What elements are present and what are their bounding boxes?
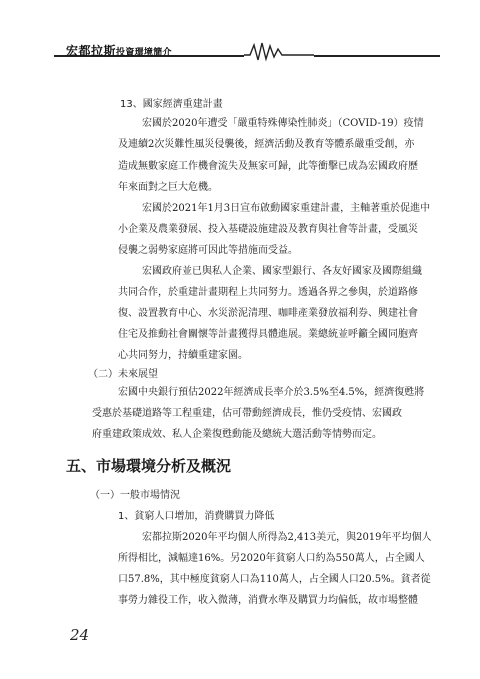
p2-line-1: 宏國於2021年1月3日宣布啟動國家重建計畫，主軸著重於促進中 [142, 203, 431, 214]
general-market-heading: （一）一般市場情況 [90, 490, 180, 501]
p1-line-4: 年來面對之巨大危機。 [118, 182, 218, 193]
p4-line-1: 宏國中央銀行預估2022年經濟成長率介於3.5%至4.5%，經濟復甦將 [118, 387, 425, 398]
p1-line-2: 及連續2次災難性風災侵襲後，經濟活動及教育等體系嚴重受創，亦 [118, 139, 415, 150]
item13-heading: 13、國家經濟重建計畫 [120, 99, 223, 110]
p2-line-2: 小企業及農業發展、投入基礎設施建設及教育與社會等計畫，受風災 [118, 224, 418, 235]
subsection-1-heading: 1、貧窮人口增加，消費購買力降低 [118, 511, 275, 522]
p5-line-4: 事勞力雜役工作，收入微薄，消費水準及購買力均偏低，故市場整體 [118, 595, 418, 606]
p3-line-2: 共同合作，於重建計畫期程上共同努力。透過各界之參與，於道路修 [118, 287, 418, 298]
header-title-sub: 投資環境簡介 [116, 48, 172, 58]
p2-line-3: 侵襲之弱勢家庭將可因此等措施而受益。 [118, 245, 298, 256]
section-5-title: 五、市場環境分析及概況 [66, 457, 232, 475]
p4-line-2: 受惠於基礎道路等工程重建，估可帶動經濟成長，惟仍受疫情、宏國政 [92, 408, 402, 419]
p5-line-3: 口57.8%，其中極度貧窮人口為110萬人，占全國人口20.5%。貧者從 [118, 574, 431, 585]
p4-line-3: 府重建政策成效、私人企業復甦動能及總統大選活動等情勢而定。 [92, 429, 382, 440]
header-title-main: 宏都拉斯 [66, 44, 117, 58]
header-title [66, 42, 172, 59]
p3-line-1: 宏國政府並已與私人企業、國家型銀行、各友好國家及國際組織 [142, 266, 422, 277]
p3-line-5: 心共同努力，持續重建家園。 [118, 350, 248, 361]
running-header [0, 40, 480, 62]
page-number: 24 [70, 626, 90, 644]
p5-line-1: 宏都拉斯2020年平均個人所得為2,413美元，與2019年平均個人 [142, 532, 432, 543]
outlook-heading: （二）未來展望 [88, 369, 158, 380]
p1-line-1: 宏國於2020年遭受「嚴重特殊傳染性肺炎」（COVID-19）疫情 [142, 118, 424, 129]
p3-line-4: 住宅及推動社會關懷等計畫獲得具體進展。業總統並呼籲全國同胞齊 [118, 329, 418, 340]
heartbeat-wave-icon [244, 40, 314, 62]
p5-line-2: 所得相比，減幅達16%。另2020年貧窮人口約為550萬人，占全國人 [118, 553, 425, 564]
p3-line-3: 復、設置教育中心、水災淤泥清理、咖啡產業發放福利券、興建社會 [118, 308, 418, 319]
p1-line-3: 造成無數家庭工作機會流失及無家可歸，此等衝擊已成為宏國政府歷 [118, 161, 418, 172]
